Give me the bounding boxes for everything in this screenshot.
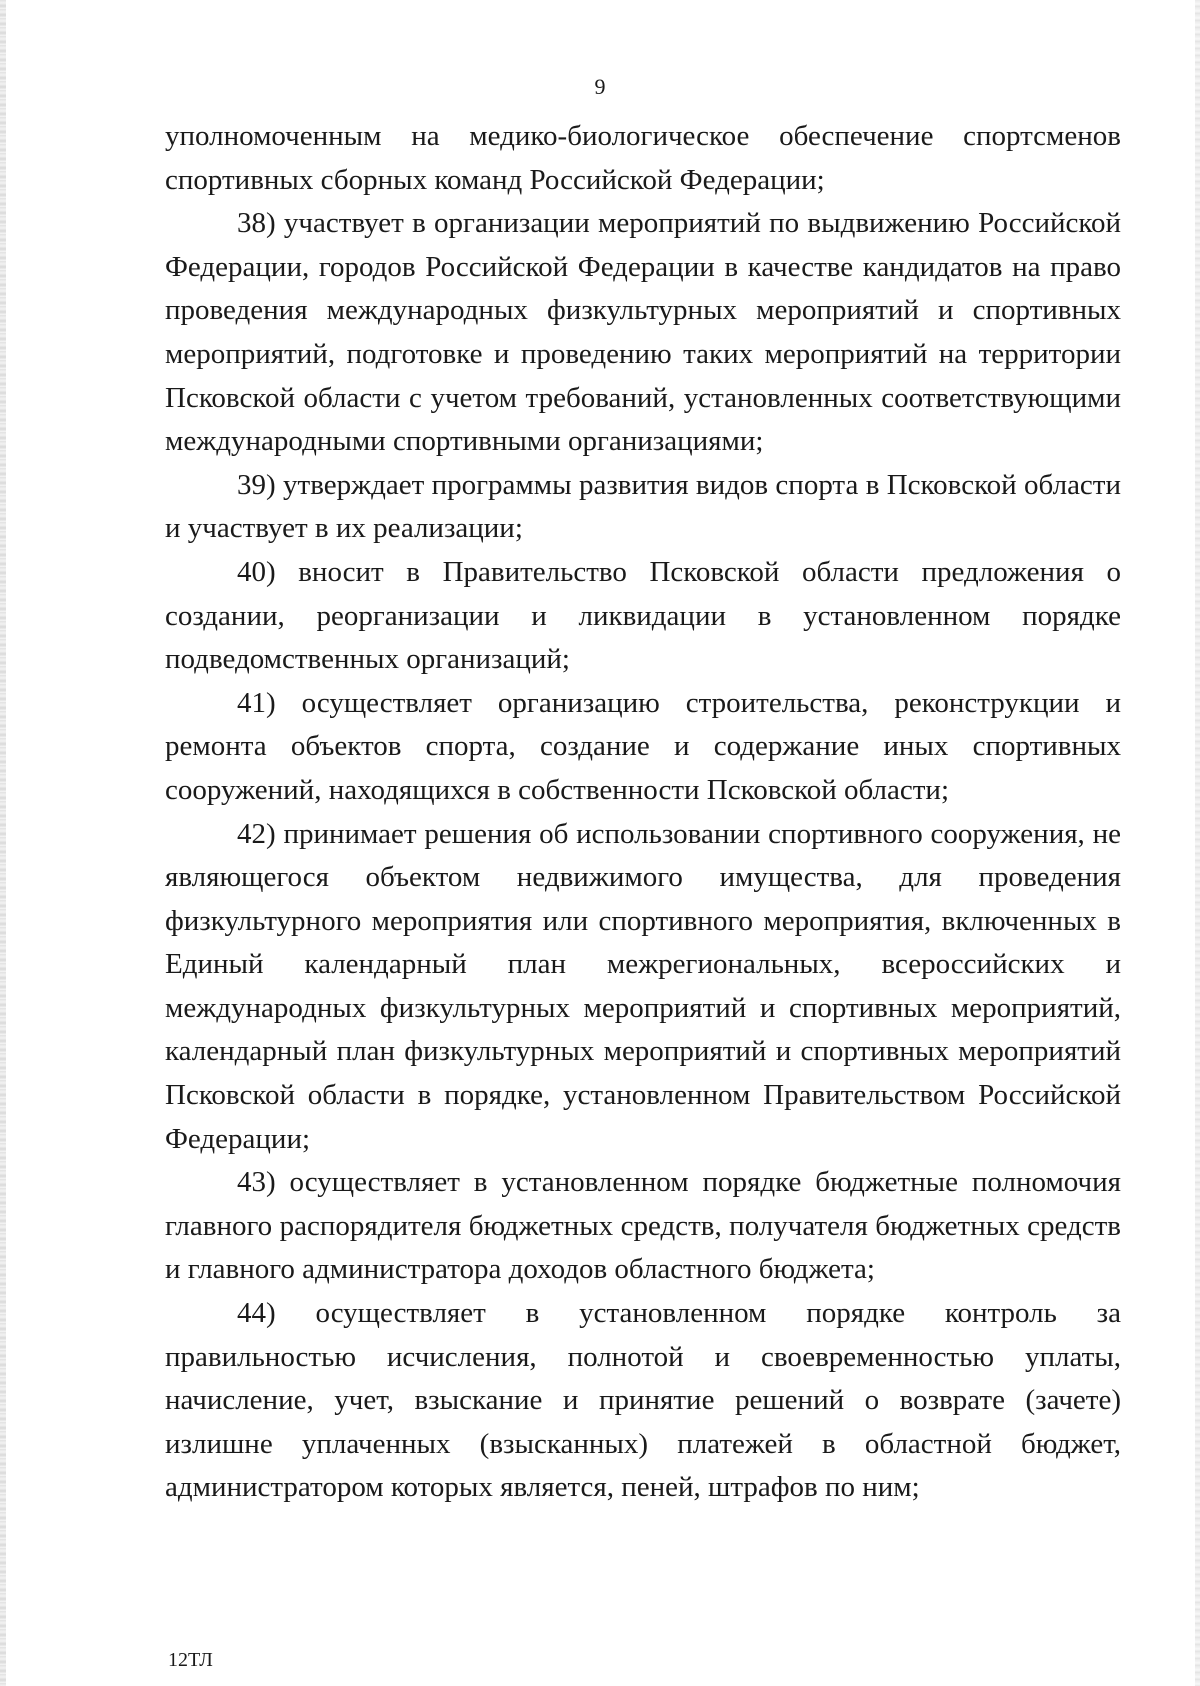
paragraph-item-41: 41) осуществляет организацию строительства, реконструкции и ремонта объектов спорта, создание и содержание иных спортивных сооружений, находящихся в собственности Псковской области; xyxy=(165,686,1121,806)
paragraph-item-38: 38) участвует в организации мероприятий по выдвижению Российской Федерации, городов Российской Федерации в качестве кандидатов на право проведения международных физкультурных мероприятий и спортивных мероприятий, подготовке и проведению таких мероприятий на территории Псковской области с учетом требований, установленных соответствующими международными спортивными организациями; xyxy=(165,207,1121,458)
document-body xyxy=(165,115,1121,1510)
paragraph-item-40: 40) вносит в Правительство Псковской области предложения о создании, реорганизации и ликвидации в установленном порядке подведомственных организаций; xyxy=(165,555,1121,676)
page-number: 9 xyxy=(594,74,606,99)
scan-right-edge xyxy=(1195,0,1200,1686)
paragraph-item-42: 42) принимает решения об использовании спортивного сооружения, не являющегося объектом недвижимого имущества, для проведения физкультурного мероприятия или спортивного мероприятия, включенных в Единый календарный план межрегиональных, всероссийских и международных физкультурных мероприятий и спортивных мероприятий, календарный план физкультурных мероприятий и спортивных мероприятий Псковской области в порядке, установленном Правительством Российской Федерации; xyxy=(165,817,1121,1155)
scan-left-edge xyxy=(0,0,6,1686)
paragraph-item-44: 44) осуществляет в установленном порядке контроль за правильностью исчисления, полнотой и своевременностью уплаты, начисление, учет, взыскание и принятие решений о возврате (зачете) излишне уплаченных (взысканных) платежей в областной бюджет, администратором которых является, пеней, штрафов по ним; xyxy=(165,1297,1121,1504)
paragraph-item-43: 43) осуществляет в установленном порядке бюджетные полномочия главного распорядителя бюджетных средств, получателя бюджетных средств и главного администратора доходов областного бюджета; xyxy=(165,1166,1121,1286)
paragraph-item-39: 39) утверждает программы развития видов спорта в Псковской области и участвует в их реализации; xyxy=(165,468,1121,545)
paragraph-continuation: уполномоченным на медико-биологическое обеспечение спортсменов спортивных сборных команд Российской Федерации; xyxy=(165,120,1121,196)
document-code: 12ТЛ xyxy=(168,1649,213,1671)
